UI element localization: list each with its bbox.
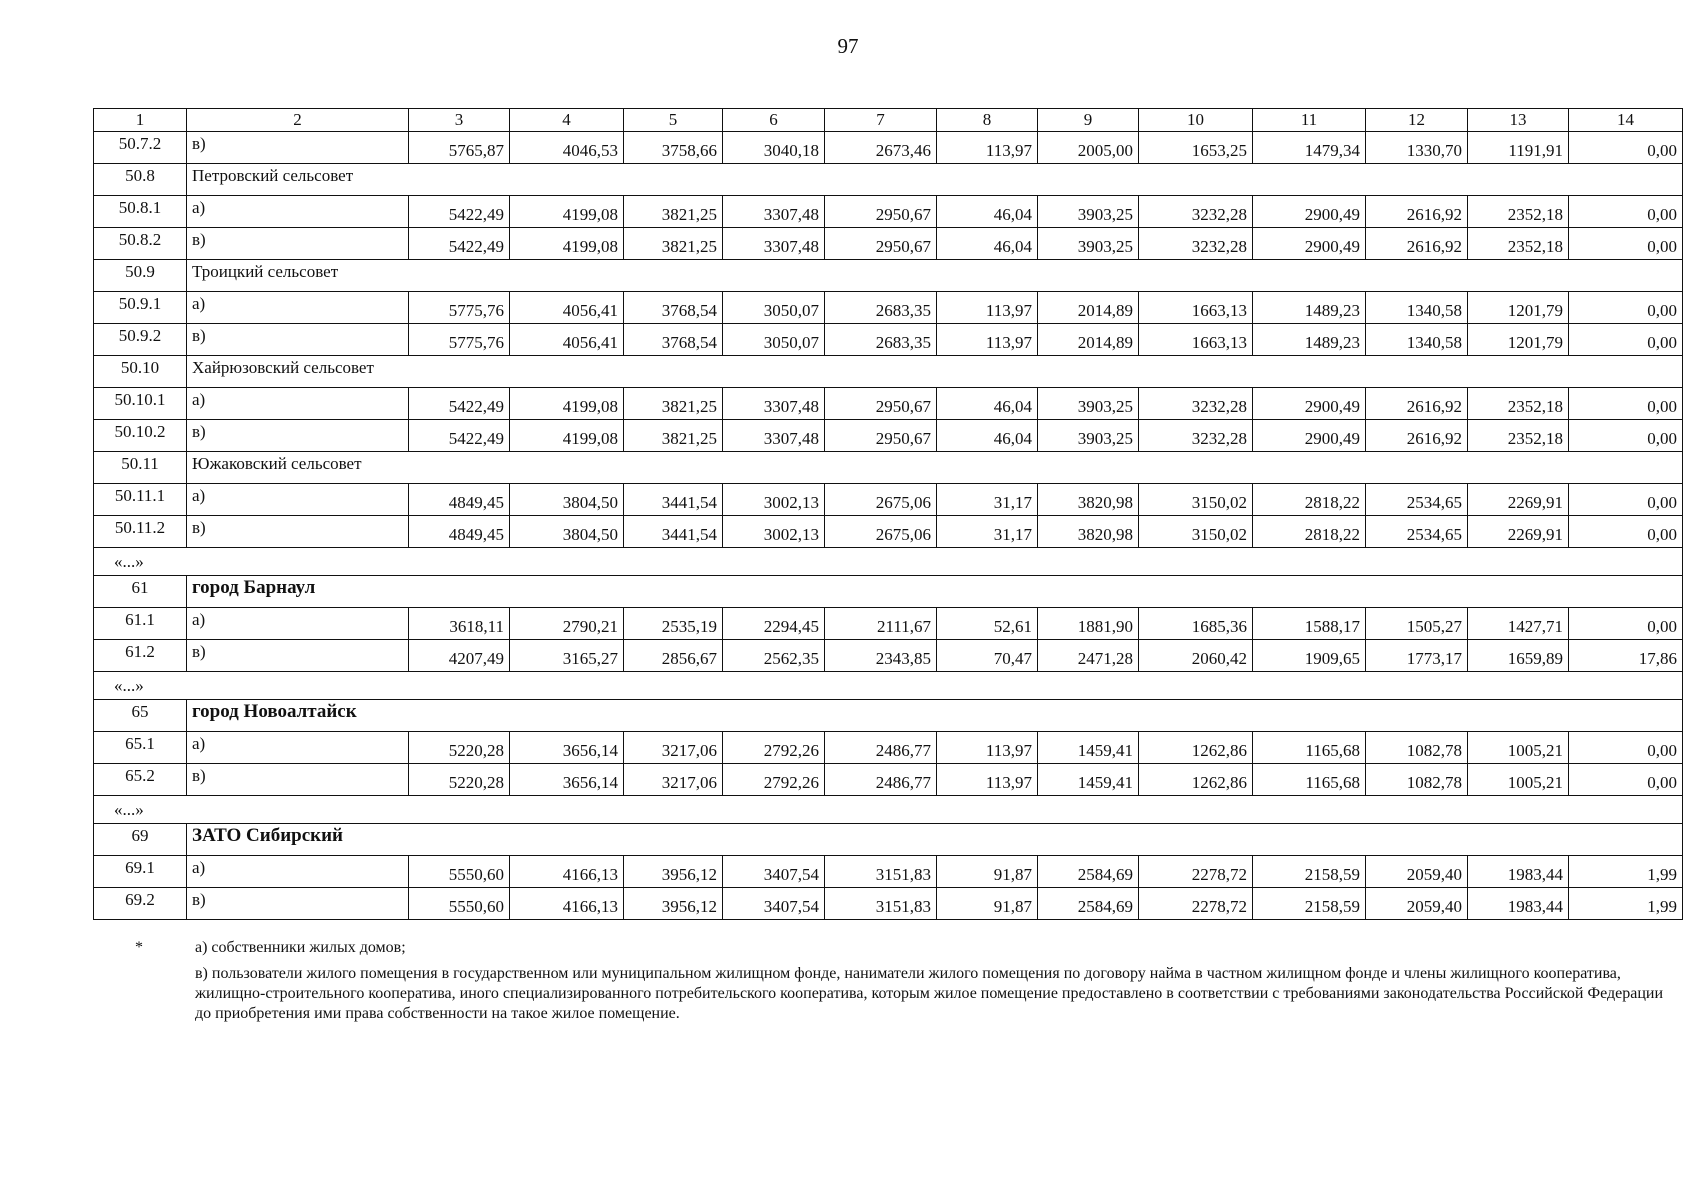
- city-title: город Барнаул: [187, 576, 1683, 608]
- column-header: 4: [510, 109, 624, 132]
- row-code: 61.2: [94, 640, 187, 672]
- table-row: [94, 888, 1683, 920]
- table-cell: 3758,66: [624, 132, 723, 164]
- table-cell: 1201,79: [1468, 292, 1569, 324]
- row-category: а): [187, 292, 409, 324]
- table-cell: 3307,48: [723, 196, 825, 228]
- table-cell: 3618,11: [409, 608, 510, 640]
- footnote-item: [135, 964, 1665, 1024]
- table-cell: 5775,76: [409, 292, 510, 324]
- table-cell: 5422,49: [409, 228, 510, 260]
- omitted-rows-marker: [94, 548, 1683, 576]
- table-row: [94, 388, 1683, 420]
- table-cell: 2900,49: [1253, 388, 1366, 420]
- table-cell: 0,00: [1569, 196, 1683, 228]
- column-header: 14: [1569, 109, 1683, 132]
- table-cell: 3441,54: [624, 484, 723, 516]
- omitted-rows-marker: [94, 672, 1683, 700]
- table-cell: 4849,45: [409, 516, 510, 548]
- table-cell: 2792,26: [723, 764, 825, 796]
- table-cell: 4046,53: [510, 132, 624, 164]
- table-cell: 1082,78: [1366, 732, 1468, 764]
- table-cell: 3903,25: [1038, 388, 1139, 420]
- table-cell: 46,04: [937, 420, 1038, 452]
- column-header: 1: [94, 109, 187, 132]
- row-code: 50.9.2: [94, 324, 187, 356]
- table-cell: 2562,35: [723, 640, 825, 672]
- table-cell: 1005,21: [1468, 764, 1569, 796]
- group-row: [94, 260, 1683, 292]
- tariff-table: [93, 108, 1683, 920]
- table-cell: 46,04: [937, 196, 1038, 228]
- table-cell: 2675,06: [825, 516, 937, 548]
- table-cell: 113,97: [937, 324, 1038, 356]
- table-cell: 4849,45: [409, 484, 510, 516]
- column-header: 9: [1038, 109, 1139, 132]
- table-cell: 1663,13: [1139, 324, 1253, 356]
- table-row: [94, 420, 1683, 452]
- table-cell: 1191,91: [1468, 132, 1569, 164]
- table-cell: 5220,28: [409, 764, 510, 796]
- table-cell: 3768,54: [624, 292, 723, 324]
- footnote: [135, 938, 1665, 1030]
- table-cell: 0,00: [1569, 608, 1683, 640]
- column-header: 11: [1253, 109, 1366, 132]
- table-cell: 2158,59: [1253, 888, 1366, 920]
- row-category: в): [187, 516, 409, 548]
- table-cell: 1505,27: [1366, 608, 1468, 640]
- city-row: [94, 824, 1683, 856]
- table-cell: 2792,26: [723, 732, 825, 764]
- table-cell: 2818,22: [1253, 484, 1366, 516]
- row-code: 50.9.1: [94, 292, 187, 324]
- table-row: [94, 856, 1683, 888]
- table-cell: 3804,50: [510, 516, 624, 548]
- table-row: [94, 732, 1683, 764]
- table-cell: 2616,92: [1366, 196, 1468, 228]
- column-number-row: [94, 109, 1683, 132]
- table-cell: 5775,76: [409, 324, 510, 356]
- table-cell: 52,61: [937, 608, 1038, 640]
- table-cell: 3232,28: [1139, 228, 1253, 260]
- row-category: а): [187, 388, 409, 420]
- table-cell: 0,00: [1569, 764, 1683, 796]
- table-cell: 1588,17: [1253, 608, 1366, 640]
- table-cell: 0,00: [1569, 732, 1683, 764]
- table-cell: 3820,98: [1038, 516, 1139, 548]
- table-cell: 3956,12: [624, 888, 723, 920]
- table-cell: 2111,67: [825, 608, 937, 640]
- table-cell: 2584,69: [1038, 888, 1139, 920]
- table-cell: 2352,18: [1468, 196, 1569, 228]
- table-cell: 3232,28: [1139, 388, 1253, 420]
- table-cell: 1479,34: [1253, 132, 1366, 164]
- city-row: [94, 576, 1683, 608]
- table-cell: 31,17: [937, 516, 1038, 548]
- table-cell: 2950,67: [825, 196, 937, 228]
- table-cell: 0,00: [1569, 484, 1683, 516]
- table-cell: 31,17: [937, 484, 1038, 516]
- table-cell: 2616,92: [1366, 388, 1468, 420]
- table-cell: 113,97: [937, 764, 1038, 796]
- row-code: 65: [94, 700, 187, 732]
- footnote-mark: *: [135, 939, 143, 956]
- column-header: 3: [409, 109, 510, 132]
- table-cell: 4166,13: [510, 888, 624, 920]
- table-cell: 3050,07: [723, 324, 825, 356]
- table-cell: 5422,49: [409, 420, 510, 452]
- table-cell: 3307,48: [723, 388, 825, 420]
- table-cell: 2900,49: [1253, 196, 1366, 228]
- table-cell: 4199,08: [510, 420, 624, 452]
- table-cell: 3821,25: [624, 196, 723, 228]
- table-cell: 1262,86: [1139, 764, 1253, 796]
- column-header: 13: [1468, 109, 1569, 132]
- table-cell: 3407,54: [723, 888, 825, 920]
- column-header: 8: [937, 109, 1038, 132]
- table-cell: 2683,35: [825, 292, 937, 324]
- table-cell: 5765,87: [409, 132, 510, 164]
- table-cell: 2534,65: [1366, 516, 1468, 548]
- table-cell: 1262,86: [1139, 732, 1253, 764]
- table-cell: 2278,72: [1139, 888, 1253, 920]
- table-cell: 2486,77: [825, 732, 937, 764]
- table-row: [94, 516, 1683, 548]
- table-cell: 1773,17: [1366, 640, 1468, 672]
- city-row: [94, 700, 1683, 732]
- row-category: в): [187, 888, 409, 920]
- table-cell: 2352,18: [1468, 228, 1569, 260]
- table-cell: 3050,07: [723, 292, 825, 324]
- footnote-text-users: в) пользователи жилого помещения в государственном или муниципальном жилищном фонде, наниматели жилого помещения по договору найма в частном жилищном фонде и члены жилищного кооператива, жилищно-строительного кооператива, иного специализированного потребительского кооператива, которым жилое помещение предоставлено в соответствии с требованиями законодательства Российской Федерации до приобретения ими права собственности на такое жилое помещение.: [195, 965, 1664, 1022]
- table-cell: 3903,25: [1038, 420, 1139, 452]
- table-cell: 5550,60: [409, 888, 510, 920]
- table-cell: 46,04: [937, 228, 1038, 260]
- table-cell: 3232,28: [1139, 196, 1253, 228]
- table-cell: 2900,49: [1253, 228, 1366, 260]
- table-cell: 2343,85: [825, 640, 937, 672]
- table-cell: 5550,60: [409, 856, 510, 888]
- table-cell: 3150,02: [1139, 516, 1253, 548]
- table-cell: 1983,44: [1468, 888, 1569, 920]
- table-cell: 70,47: [937, 640, 1038, 672]
- table-cell: 1340,58: [1366, 292, 1468, 324]
- table-cell: 3002,13: [723, 516, 825, 548]
- table-cell: 0,00: [1569, 516, 1683, 548]
- table-cell: 1201,79: [1468, 324, 1569, 356]
- table-cell: 0,00: [1569, 324, 1683, 356]
- table-cell: 4166,13: [510, 856, 624, 888]
- table-cell: 4056,41: [510, 324, 624, 356]
- table-row: [94, 608, 1683, 640]
- row-category: а): [187, 856, 409, 888]
- table-cell: 5220,28: [409, 732, 510, 764]
- row-code: 50.11.2: [94, 516, 187, 548]
- table-cell: 1489,23: [1253, 324, 1366, 356]
- row-code: 69.2: [94, 888, 187, 920]
- group-row: [94, 356, 1683, 388]
- column-header: 2: [187, 109, 409, 132]
- table-cell: 1,99: [1569, 888, 1683, 920]
- group-title: Троицкий сельсовет: [187, 260, 1683, 292]
- group-title: Петровский сельсовет: [187, 164, 1683, 196]
- table-cell: 17,86: [1569, 640, 1683, 672]
- row-code: 61.1: [94, 608, 187, 640]
- table-cell: 113,97: [937, 292, 1038, 324]
- table-cell: 46,04: [937, 388, 1038, 420]
- table-cell: 1909,65: [1253, 640, 1366, 672]
- table-cell: 1165,68: [1253, 764, 1366, 796]
- table-cell: 2471,28: [1038, 640, 1139, 672]
- table-cell: 2900,49: [1253, 420, 1366, 452]
- group-title: Южаковский сельсовет: [187, 452, 1683, 484]
- table-cell: 0,00: [1569, 292, 1683, 324]
- table-cell: 2856,67: [624, 640, 723, 672]
- row-category: в): [187, 228, 409, 260]
- row-category: а): [187, 732, 409, 764]
- table-cell: 2790,21: [510, 608, 624, 640]
- table-row: [94, 324, 1683, 356]
- table-cell: 3820,98: [1038, 484, 1139, 516]
- table-cell: 2269,91: [1468, 516, 1569, 548]
- table-cell: 2278,72: [1139, 856, 1253, 888]
- table-cell: 3656,14: [510, 732, 624, 764]
- table-cell: 113,97: [937, 732, 1038, 764]
- omitted-rows-marker: [94, 796, 1683, 824]
- column-header: 7: [825, 109, 937, 132]
- row-code: 50.7.2: [94, 132, 187, 164]
- table-cell: 91,87: [937, 888, 1038, 920]
- table-cell: 1983,44: [1468, 856, 1569, 888]
- table-cell: 113,97: [937, 132, 1038, 164]
- table-cell: 3903,25: [1038, 196, 1139, 228]
- table-cell: 3217,06: [624, 732, 723, 764]
- table-cell: 5422,49: [409, 196, 510, 228]
- table-cell: 2005,00: [1038, 132, 1139, 164]
- column-header: 12: [1366, 109, 1468, 132]
- table-cell: 1685,36: [1139, 608, 1253, 640]
- page-number: 97: [837, 34, 859, 58]
- table-cell: 4056,41: [510, 292, 624, 324]
- table-cell: 2060,42: [1139, 640, 1253, 672]
- table-cell: 1082,78: [1366, 764, 1468, 796]
- table-cell: 2059,40: [1366, 856, 1468, 888]
- table-cell: 91,87: [937, 856, 1038, 888]
- row-code: 50.8.1: [94, 196, 187, 228]
- table-row: [94, 484, 1683, 516]
- table-cell: 0,00: [1569, 388, 1683, 420]
- table-cell: 3656,14: [510, 764, 624, 796]
- ellipsis-text: «...»: [94, 796, 1683, 824]
- table-cell: 2616,92: [1366, 228, 1468, 260]
- ellipsis-text: «...»: [94, 672, 1683, 700]
- table-row: [94, 132, 1683, 164]
- table-cell: 1653,25: [1139, 132, 1253, 164]
- row-code: 65.2: [94, 764, 187, 796]
- column-header: 6: [723, 109, 825, 132]
- table-cell: 2534,65: [1366, 484, 1468, 516]
- row-code: 69: [94, 824, 187, 856]
- table-cell: 1459,41: [1038, 764, 1139, 796]
- table-cell: 2683,35: [825, 324, 937, 356]
- group-title: Хайрюзовский сельсовет: [187, 356, 1683, 388]
- table-cell: 3407,54: [723, 856, 825, 888]
- row-category: а): [187, 608, 409, 640]
- city-title: ЗАТО Сибирский: [187, 824, 1683, 856]
- table-cell: 3151,83: [825, 888, 937, 920]
- table-cell: 3217,06: [624, 764, 723, 796]
- footnote-item: [135, 938, 1665, 958]
- table-cell: 3232,28: [1139, 420, 1253, 452]
- table-cell: 2675,06: [825, 484, 937, 516]
- table-cell: 2486,77: [825, 764, 937, 796]
- table-cell: 1489,23: [1253, 292, 1366, 324]
- table-cell: 2616,92: [1366, 420, 1468, 452]
- row-code: 61: [94, 576, 187, 608]
- table-cell: 2294,45: [723, 608, 825, 640]
- table-cell: 4199,08: [510, 228, 624, 260]
- row-code: 50.8.2: [94, 228, 187, 260]
- table-cell: 2673,46: [825, 132, 937, 164]
- table-cell: 2950,67: [825, 420, 937, 452]
- table-cell: 1663,13: [1139, 292, 1253, 324]
- table-cell: 2352,18: [1468, 388, 1569, 420]
- table-cell: 1,99: [1569, 856, 1683, 888]
- table-cell: 1459,41: [1038, 732, 1139, 764]
- table-cell: 5422,49: [409, 388, 510, 420]
- table-cell: 1659,89: [1468, 640, 1569, 672]
- table-row: [94, 196, 1683, 228]
- ellipsis-text: «...»: [94, 548, 1683, 576]
- table-cell: 2535,19: [624, 608, 723, 640]
- group-row: [94, 164, 1683, 196]
- table-cell: 1340,58: [1366, 324, 1468, 356]
- city-title: город Новоалтайск: [187, 700, 1683, 732]
- row-code: 65.1: [94, 732, 187, 764]
- row-category: а): [187, 484, 409, 516]
- table-cell: 2818,22: [1253, 516, 1366, 548]
- row-code: 50.9: [94, 260, 187, 292]
- table-cell: 1165,68: [1253, 732, 1366, 764]
- table-cell: 3040,18: [723, 132, 825, 164]
- table-cell: 0,00: [1569, 132, 1683, 164]
- table-cell: 3307,48: [723, 420, 825, 452]
- row-code: 50.10: [94, 356, 187, 388]
- table-cell: 2950,67: [825, 388, 937, 420]
- table-row: [94, 640, 1683, 672]
- table-cell: 3956,12: [624, 856, 723, 888]
- table-cell: 4199,08: [510, 388, 624, 420]
- table-cell: 3804,50: [510, 484, 624, 516]
- table-cell: 3903,25: [1038, 228, 1139, 260]
- row-code: 50.11.1: [94, 484, 187, 516]
- table-cell: 2059,40: [1366, 888, 1468, 920]
- table-cell: 3150,02: [1139, 484, 1253, 516]
- table-cell: 3441,54: [624, 516, 723, 548]
- table-cell: 3821,25: [624, 228, 723, 260]
- table-row: [94, 228, 1683, 260]
- table-cell: 1005,21: [1468, 732, 1569, 764]
- table-cell: 2269,91: [1468, 484, 1569, 516]
- row-category: в): [187, 420, 409, 452]
- table-cell: 0,00: [1569, 420, 1683, 452]
- table-cell: 2950,67: [825, 228, 937, 260]
- column-header: 5: [624, 109, 723, 132]
- table-cell: 3002,13: [723, 484, 825, 516]
- table-cell: 2584,69: [1038, 856, 1139, 888]
- table-cell: 1427,71: [1468, 608, 1569, 640]
- row-category: а): [187, 196, 409, 228]
- table-cell: 3768,54: [624, 324, 723, 356]
- table-cell: 3165,27: [510, 640, 624, 672]
- table-cell: 0,00: [1569, 228, 1683, 260]
- table-cell: 4207,49: [409, 640, 510, 672]
- table-cell: 3307,48: [723, 228, 825, 260]
- table-body: [94, 109, 1683, 920]
- table-cell: 1881,90: [1038, 608, 1139, 640]
- table-row: [94, 292, 1683, 324]
- row-category: в): [187, 324, 409, 356]
- table-cell: 1330,70: [1366, 132, 1468, 164]
- row-code: 50.10.1: [94, 388, 187, 420]
- row-code: 50.8: [94, 164, 187, 196]
- table-cell: 2352,18: [1468, 420, 1569, 452]
- table-cell: 2014,89: [1038, 324, 1139, 356]
- row-code: 69.1: [94, 856, 187, 888]
- table-cell: 4199,08: [510, 196, 624, 228]
- footnote-text-owners: а) собственники жилых домов;: [195, 939, 406, 956]
- table-row: [94, 764, 1683, 796]
- group-row: [94, 452, 1683, 484]
- row-category: в): [187, 640, 409, 672]
- row-code: 50.11: [94, 452, 187, 484]
- table-cell: 3821,25: [624, 388, 723, 420]
- table-cell: 2158,59: [1253, 856, 1366, 888]
- column-header: 10: [1139, 109, 1253, 132]
- table-cell: 3151,83: [825, 856, 937, 888]
- row-category: в): [187, 764, 409, 796]
- table-cell: 3821,25: [624, 420, 723, 452]
- table-cell: 2014,89: [1038, 292, 1139, 324]
- row-code: 50.10.2: [94, 420, 187, 452]
- row-category: в): [187, 132, 409, 164]
